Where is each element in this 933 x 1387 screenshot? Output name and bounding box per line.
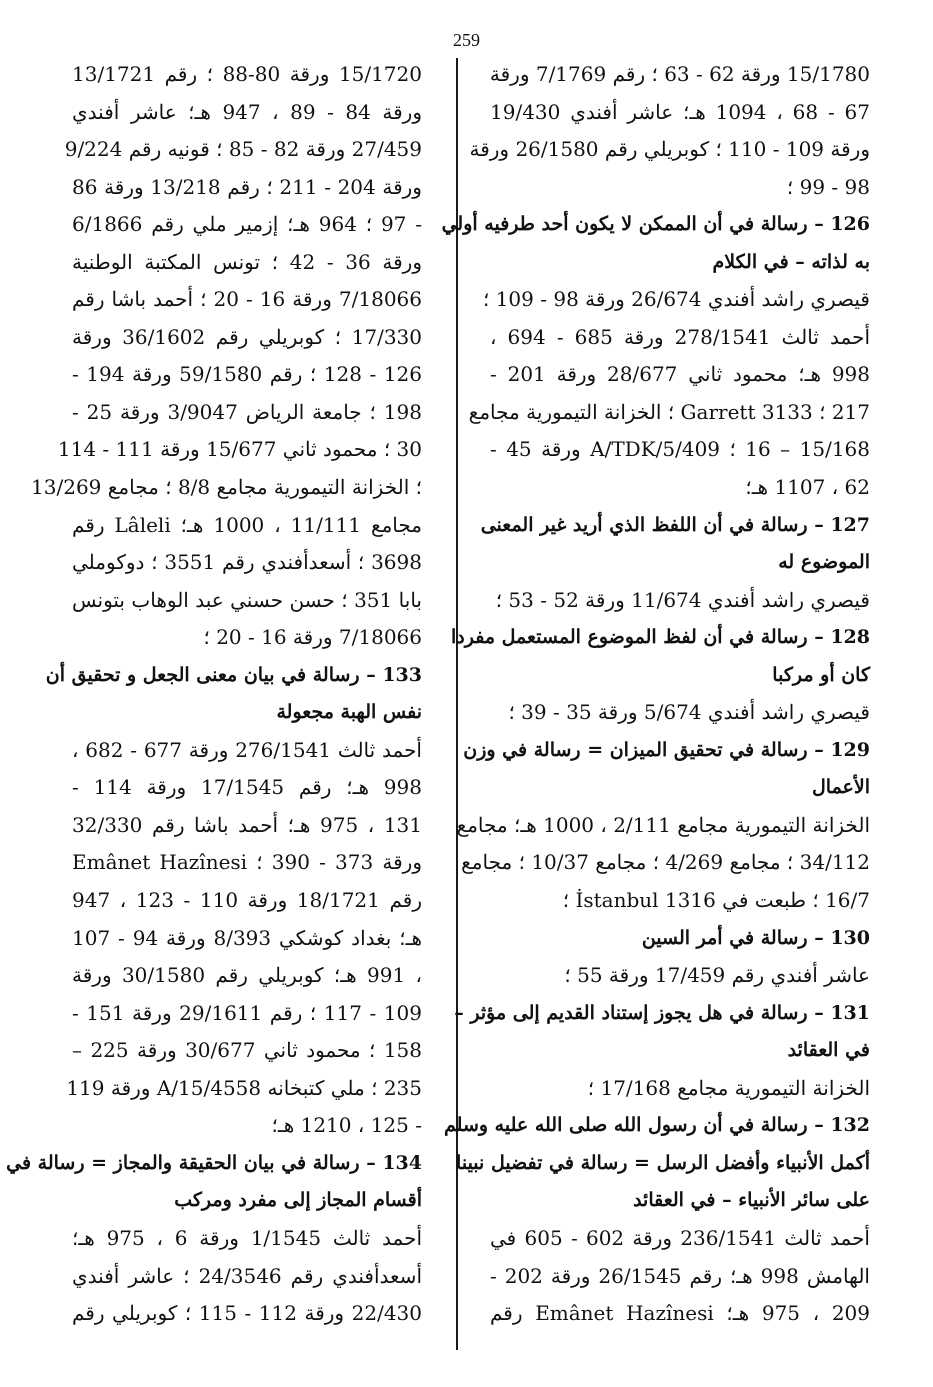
text-line: 998 هـ؛ محمود ثاني 28/677 ورقة 201 - (490, 362, 870, 387)
text-line: 209 ، 975 هـ؛ Emânet Hazînesi رقم (490, 1301, 870, 1326)
text-line: 27/459 ورقة 82 - 85 ؛ قونيه رقم 9/224 (64, 137, 422, 162)
entry-title-line: الأعمال (811, 776, 870, 799)
text-line: قيصري راشد أفندي 26/674 ورقة 98 - 109 ؛ (482, 287, 870, 312)
text-line: الخزانة التيمورية مجامع 17/168 ؛ (587, 1075, 870, 1100)
text-line: 198 ؛ جامعة الرياض 3/9047 ورقة 25 - (72, 399, 422, 424)
text-line: ورقة 84 - 89 ، 947 هـ؛ عاشر أفندي (72, 99, 422, 124)
page-number: 259 (453, 30, 480, 50)
text-line: 158 ؛ محمود ثاني 30/677 ورقة 225 – (72, 1038, 423, 1063)
entry-title-line: على سائر الأنبياء – في العقائد (633, 1189, 870, 1212)
entry-title-line: 130 – رسالة في أمر السين (641, 926, 870, 949)
text-line: - 97 ؛ 964 هـ؛ إزمير ملي رقم 6/1866 (72, 212, 422, 237)
entry-title-line: 132 – رسالة في أن رسول الله صلى الله عليه وسلم (444, 1114, 870, 1137)
entry-title-line: أكمل الأنبياء وأفضل الرسل = رسالة في تفضيل نبينا (456, 1151, 870, 1174)
text-line: 30 ؛ محمود ثاني 15/677 ورقة 111 - 114 (57, 437, 422, 462)
text-line: 67 - 68 ، 1094 هـ؛ عاشر أفندي 19/430 (490, 99, 870, 124)
text-line: ؛ الخزانة التيمورية مجامع 8/8 ؛ مجامع 13/269 (31, 475, 422, 500)
text-line: أحمد ثالث 276/1541 ورقة 677 - 682 ، (72, 737, 422, 762)
text-line: - 125 ، 1210 هـ؛ (271, 1113, 422, 1138)
text-line: 16/7 ؛ طبعت في İstanbul 1316 ؛ (562, 888, 870, 913)
entry-title-line: 131 – رسالة في هل يجوز إستناد القديم إلى مؤثر – (454, 1001, 870, 1024)
text-line: بابا 351 ؛ حسن حسني عبد الوهاب بتونس (72, 587, 422, 612)
text-line: رقم 18/1721 ورقة 110 - 123 ، 947 (72, 888, 422, 913)
text-line: 62 ، 1107 هـ؛ (745, 475, 870, 500)
entry-title-line: 127 – رسالة في أن اللفظ الذي أريد غير المعنى (480, 513, 870, 536)
text-line: أسعدأفندي رقم 24/3546 ؛ عاشر أفندي (72, 1263, 422, 1288)
entry-title-line: 129 – رسالة في تحقيق الميزان = رسالة في وزن (463, 738, 870, 761)
right-column (441, 56, 870, 1333)
text-line: 15/1720 ورقة 80-88 ؛ رقم 13/1721 (72, 62, 422, 86)
text-line: 15/1780 ورقة 62 - 63 ؛ رقم 7/1769 ورقة (489, 62, 870, 86)
text-line: ، 991 هـ؛ كوبريلي رقم 30/1580 ورقة (72, 963, 422, 988)
text-line: 7/18066 ورقة 16 - 20 ؛ (203, 625, 422, 650)
text-line: الخزانة التيمورية مجامع 2/111 ، 1000 هـ؛ مجامع (456, 812, 870, 837)
entry-title-line: 128 – رسالة في أن لفظ الموضوع المستعمل مفردا (451, 626, 870, 649)
entry-title-line: كان أو مركبا (772, 663, 870, 686)
entry-title-line: به لذاته – في الكلام (712, 250, 870, 273)
text-line: ورقة 204 - 211 ؛ رقم 13/218 ورقة 86 (72, 174, 422, 199)
text-line: 235 ؛ ملي كتبخانه 15/4558/A ورقة 119 (66, 1075, 422, 1100)
text-line: قيصري راشد أفندي 5/674 ورقة 35 - 39 ؛ (508, 700, 870, 725)
text-line: 109 - 117 ؛ رقم 29/1611 ورقة 151 - (72, 1000, 422, 1025)
entry-title-line: 134 – رسالة في بيان الحقيقة والمجاز = رسالة في (6, 1151, 422, 1174)
text-line: قيصري راشد أفندي 11/674 ورقة 52 - 53 ؛ (495, 587, 870, 612)
text-line: 131 ، 975 هـ؛ أحمد باشا رقم 32/330 (72, 812, 423, 837)
text-line: عاشر أفندي رقم 17/459 ورقة 55 ؛ (564, 963, 870, 988)
text-line: 126 - 128 ؛ رقم 59/1580 ورقة 194 - (72, 362, 422, 387)
text-line: أحمد ثالث 1/1545 ورقة 6 ، 975 هـ؛ (72, 1225, 423, 1250)
entry-title-line: 133 – رسالة في بيان معنى الجعل و تحقيق أن (45, 663, 422, 686)
entry-title-line: نفس الهبة مجعولة (276, 701, 422, 724)
text-line: 22/430 ورقة 112 - 115 ؛ كوبريلي رقم (72, 1301, 422, 1326)
text-line: 217 ؛ Garrett 3133 ؛ الخزانة التيمورية مجامع (468, 399, 870, 424)
text-line: 3698 ؛ أسعدأفندي رقم 3551 ؛ دوكوملي (72, 550, 422, 575)
entry-title-line: أقسام المجاز إلى مفرد ومركب (174, 1189, 422, 1212)
entry-title-line: في العقائد (787, 1039, 870, 1062)
text-line: مجامع 11/111 ، 1000 هـ؛ Lâleli رقم (72, 512, 423, 537)
text-line: 17/330 ؛ كوبريلي رقم 36/1602 ورقة (72, 324, 422, 349)
text-line: 98 - 99 ؛ (786, 174, 870, 199)
text-line: 34/112 ؛ مجامع 4/269 ؛ مجامع 10/37 ؛ مجامع (461, 850, 870, 875)
text-line: أحمد ثالث 278/1541 ورقة 685 - 694 ، (490, 324, 870, 349)
text-line: أحمد ثالث 236/1541 ورقة 602 - 605 في (490, 1225, 870, 1250)
text-line: ورقة 109 - 110 ؛ كوبريلي رقم 26/1580 ورقة (469, 137, 870, 162)
text-line: 7/18066 ورقة 16 - 20 ؛ أحمد باشا رقم (72, 287, 422, 312)
text-line: هـ؛ بغداد كوشكي 8/393 ورقة 94 - 107 (72, 925, 422, 950)
text-line: ورقة 36 - 42 ؛ تونس المكتبة الوطنية (72, 249, 422, 274)
entry-title-line: 126 – رسالة في أن الممكن لا يكون أحد طرفيه أولي (441, 213, 870, 236)
text-line: 998 هـ؛ رقم 17/1545 ورقة 114 - (72, 775, 422, 800)
text-line: الهامش 998 هـ؛ رقم 26/1545 ورقة 202 - (490, 1263, 870, 1288)
left-column (6, 56, 423, 1333)
text-line: ورقة 373 - 390 ؛ Emânet Hazînesi (72, 850, 422, 875)
text-line: 15/168 – 16 ؛ 5/409/A/TDK ورقة 45 - (490, 437, 870, 462)
entry-title-line: الموضوع له (778, 551, 870, 574)
